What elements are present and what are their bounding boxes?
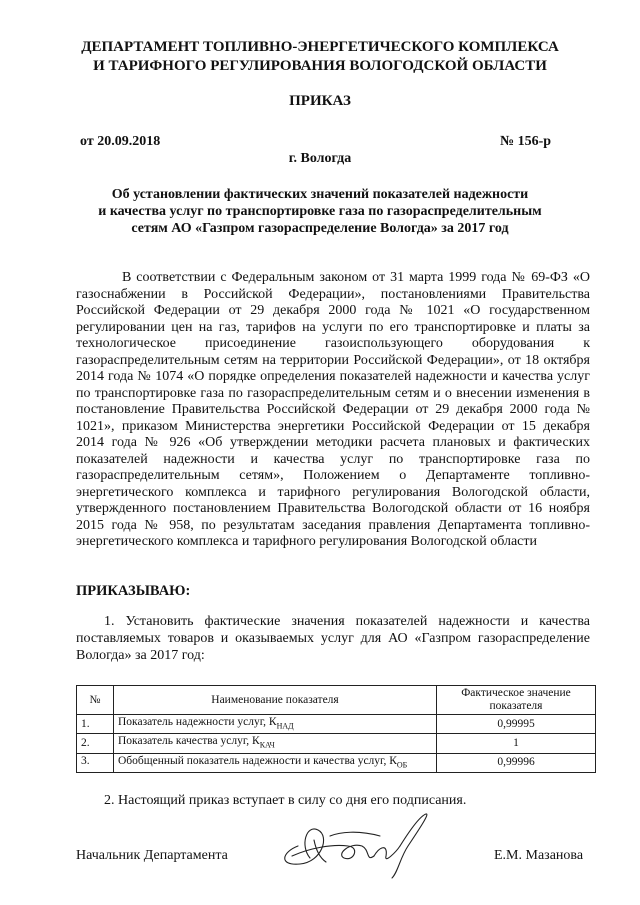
row-value: 0,99995	[437, 715, 596, 734]
item-2-paragraph: 2. Настоящий приказ вступает в силу со дня его подписания.	[104, 793, 467, 808]
handwritten-signature-icon	[270, 806, 440, 891]
row-value: 0,99996	[437, 753, 596, 772]
signatory-name: Е.М. Мазанова	[494, 848, 584, 863]
order-word: ПРИКАЗЫВАЮ:	[76, 583, 191, 599]
row-name-subscript: КАЧ	[259, 740, 275, 750]
document-type: ПРИКАЗ	[289, 93, 351, 109]
department-header-line2: И ТАРИФНОГО РЕГУЛИРОВАНИЯ ВОЛОГОДСКОЙ ОБЛАСТИ	[93, 58, 547, 74]
row-value: 1	[437, 734, 596, 753]
header-num: №	[77, 686, 114, 715]
document-city: г. Вологда	[288, 151, 352, 166]
row-name-text: Обобщенный показатель надежности и качества услуг, К	[118, 754, 397, 767]
preamble-paragraph: В соответствии с Федеральным законом от 31 марта 1999 года № 69-ФЗ «О газоснабжении в Российской Федерации», постановлениями Правительства Российской Федерации от 29 декабря 2000 года № 1021 «О государственном регулировании цен на газ, тарифов на услуги по его транспортировке и платы за технологическое присоединение газоиспользующего оборудования к газораспределительным сетям на территории Российской Федерации», от 18 октября 2014 года № 1074 «О порядке определения показателей надежности и качества услуг по транспортировке газа по газораспределительным сетям и о внесении изменения в постановление Правительства Российской Федерации от 29 декабря 2000 года № 1021», приказом Министерства энергетики Российской Федерации от 15 декабря 2014 года № 926 «Об утверждении методики расчета плановых и фактических показателей надежности и качества услуг по транспортировке газа по газораспределительным сетям», Положением о Департаменте топливно-энергетического комплекса и тарифного регулирования Вологодской области, утвержденного постановлением Правительства Вологодской области от 16 ноября 2015 года № 958, по результатам заседания правления Департамента топливно-энергетического комплекса и тарифного регулирования Вологодской области	[76, 270, 590, 549]
row-name-subscript: ОБ	[396, 759, 408, 769]
header-name: Наименование показателя	[114, 686, 437, 715]
row-name	[114, 753, 437, 772]
row-name	[114, 734, 437, 753]
subject-line1: Об установлении фактических значений показателей надежности	[111, 187, 529, 202]
table-header-row	[77, 686, 596, 715]
row-name-subscript: НАД	[276, 721, 294, 731]
header-value: Фактическое значение показателя	[437, 686, 596, 715]
table-row	[77, 715, 596, 734]
item-1-paragraph: 1. Установить фактические значения показателей надежности и качества поставляемых товаров и оказываемых услуг для АО «Газпром газораспределение Вологда» за 2017 год:	[76, 614, 590, 663]
row-num: 3.	[77, 753, 114, 772]
row-name-text: Показатель качества услуг, К	[118, 735, 260, 748]
department-header	[0, 38, 640, 76]
subject-line2: и качества услуг по транспортировке газа по газораспределительным	[98, 204, 542, 219]
row-name-text: Показатель надежности услуг, К	[118, 716, 277, 728]
row-name	[114, 715, 437, 734]
row-num: 1.	[77, 715, 114, 734]
table-row	[77, 734, 596, 753]
signatory-position: Начальник Департамента	[76, 848, 228, 863]
table-row	[77, 753, 596, 772]
department-header-line1: ДЕПАРТАМЕНТ ТОПЛИВНО-ЭНЕРГЕТИЧЕСКОГО КОМПЛЕКСА	[81, 39, 559, 55]
document-subject	[0, 186, 640, 237]
document-date: от 20.09.2018	[80, 134, 161, 149]
document-number: № 156-р	[500, 134, 552, 149]
indicators-table	[76, 685, 596, 773]
row-num: 2.	[77, 734, 114, 753]
subject-line3: сетям АО «Газпром газораспределение Вологда» за 2017 год	[131, 221, 509, 236]
